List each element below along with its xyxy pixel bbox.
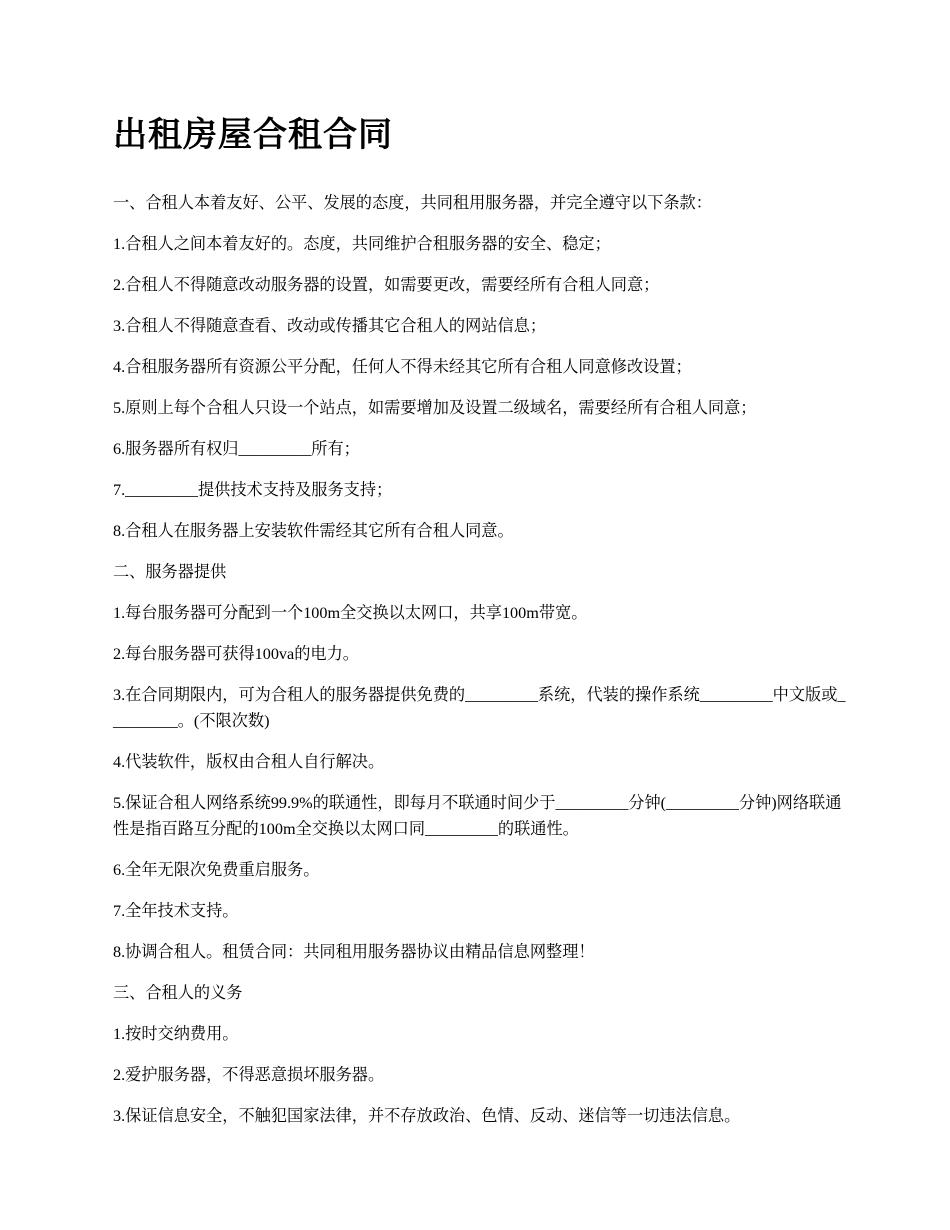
clause-paragraph: 一、合租人本着友好、公平、发展的态度，共同租用服务器，并完全遵守以下条款： [113, 194, 712, 212]
section-heading: 二、服务器提供 [113, 563, 227, 581]
clause-paragraph: 8.协调合租人。租赁合同：共同租用服务器协议由精品信息网整理！ [113, 943, 595, 961]
clause-paragraph: 8.合租人在服务器上安装软件需经其它所有合租人同意。 [113, 522, 514, 540]
clause-paragraph: 5.保证合租人网络系统99.9%的联通性，即每月不联通时间少于_________分钟(_________分钟)网络联通性是指百路互分配的100m全交换以太网口同_________的联通性。 [113, 794, 842, 838]
document-page [113, 110, 848, 1144]
clause-paragraph: 5.原则上每个合租人只设一个站点，如需要增加及设置二级域名，需要经所有合租人同意； [113, 399, 757, 417]
clause-paragraph: 4.合租服务器所有资源公平分配，任何人不得未经其它所有合租人同意修改设置； [113, 358, 692, 376]
document-title: 出租房屋合租合同 [113, 117, 393, 154]
clause-paragraph: 2.合租人不得随意改动服务器的设置，如需要更改，需要经所有合租人同意； [113, 276, 660, 294]
clause-paragraph: 7.全年技术支持。 [113, 902, 239, 920]
clause-paragraph: 1.每台服务器可分配到一个100m全交换以太网口，共享100m带宽。 [113, 604, 588, 622]
clause-paragraph: 2.爱护服务器，不得恶意损坏服务器。 [113, 1066, 385, 1084]
clause-paragraph: 6.服务器所有权归_________所有； [113, 440, 360, 458]
clause-paragraph: 2.每台服务器可获得100va的电力。 [113, 645, 359, 663]
clause-paragraph: 1.按时交纳费用。 [113, 1025, 239, 1043]
clause-paragraph: 3.在合同期限内，可为合租人的服务器提供免费的_________系统，代装的操作系统_________中文版或_________。(不限次数) [113, 686, 846, 730]
clause-paragraph: 3.合租人不得随意查看、改动或传播其它合租人的网站信息； [113, 317, 547, 335]
clause-paragraph: 6.全年无限次免费重启服务。 [113, 861, 320, 879]
clause-paragraph: 7._________提供技术支持及服务支持； [113, 481, 393, 499]
clause-paragraph: 1.合租人之间本着友好的。态度，共同维护合租服务器的安全、稳定； [113, 235, 611, 253]
clause-paragraph: 3.保证信息安全，不触犯国家法律，并不存放政治、色情、反动、迷信等一切违法信息。 [113, 1107, 741, 1125]
section-heading: 三、合租人的义务 [113, 984, 243, 1002]
clause-paragraph: 4.代装软件，版权由合租人自行解决。 [113, 753, 385, 771]
